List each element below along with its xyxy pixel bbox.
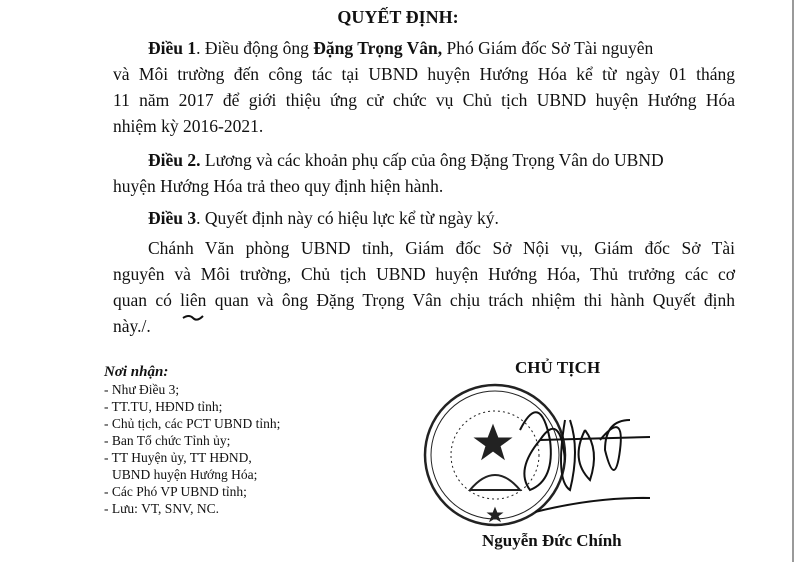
signer-title: CHỦ TỊCH (515, 358, 601, 377)
article1-line1: Điều 1. Điều động ông Đặng Trọng Vân, Phó Giám đốc Sở Tài nguyên (148, 38, 654, 58)
closing-line4: này./. (113, 316, 151, 336)
recipient-item: - TT.TU, HĐND tỉnh; (104, 399, 223, 414)
article1-line4: nhiệm kỳ 2016-2021. (113, 116, 264, 136)
recipient-item: - Chủ tịch, các PCT UBND tỉnh; (104, 416, 281, 431)
recipient-item: UBND huyện Hướng Hóa; (112, 467, 258, 482)
closing-line1: Chánh Văn phòng UBND tỉnh, Giám đốc Sở Nội vụ, Giám đốc Sở Tài (148, 238, 735, 258)
handwritten-signature (183, 316, 650, 512)
recipient-item: - Lưu: VT, SNV, NC. (104, 501, 219, 516)
recipient-item: - Ban Tổ chức Tỉnh ủy; (104, 433, 231, 448)
recipient-item: - Các Phó VP UBND tỉnh; (104, 484, 247, 499)
recipient-item: - TT Huyện ủy, TT HĐND, (104, 450, 252, 465)
recipient-item: - Như Điều 3; (104, 382, 180, 397)
signer-name: Nguyễn Đức Chính (482, 531, 622, 550)
article2-line2: huyện Hướng Hóa trả theo quy định hiện hành. (113, 176, 444, 196)
recipients-heading: Nơi nhận: (104, 364, 169, 380)
closing-line3: quan có liên quan và ông Đặng Trọng Vân chịu trách nhiệm thi hành Quyết định (113, 290, 735, 310)
article1-line2: và Môi trường đến công tác tại UBND huyện Hướng Hóa kể từ ngày 01 tháng (113, 64, 735, 84)
closing-line2: nguyên và Môi trường, Chủ tịch UBND huyện Hướng Hóa, Thủ trưởng các cơ (113, 264, 735, 284)
article3-line1: Điều 3. Quyết định này có hiệu lực kể từ ngày ký. (148, 208, 499, 228)
star-icon (475, 425, 511, 459)
decision-heading: QUYẾT ĐỊNH: (337, 7, 459, 27)
article1-line3: 11 năm 2017 để giới thiệu ứng cử chức vụ Chủ tịch UBND huyện Hướng Hóa (113, 90, 735, 110)
article2-line1: Điều 2. Lương và các khoản phụ cấp của ông Đặng Trọng Vân do UBND (148, 150, 664, 170)
official-seal (425, 385, 565, 525)
